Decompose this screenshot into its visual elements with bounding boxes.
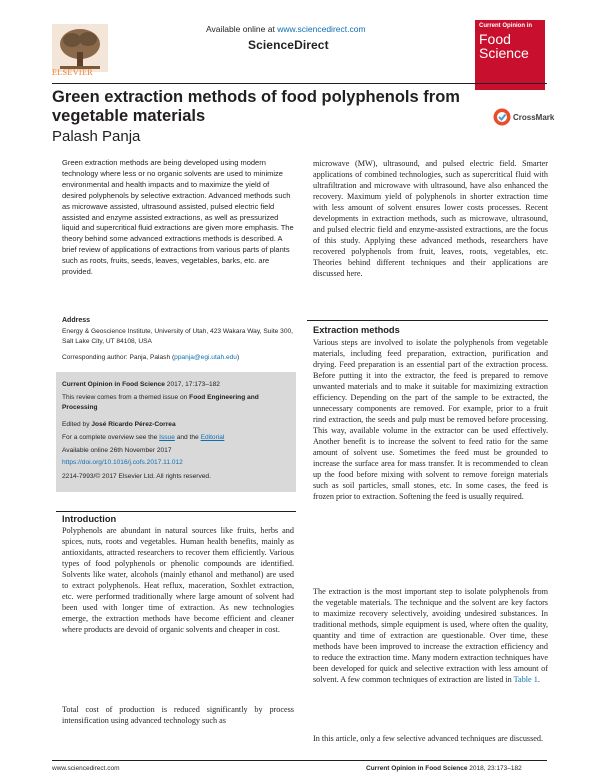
- overview-prefix: For a complete overview see the: [62, 434, 160, 441]
- cover-title: Food Science: [479, 31, 529, 61]
- table-1-link[interactable]: Table 1: [513, 675, 538, 684]
- article-author: Palash Panja: [52, 128, 141, 145]
- footer-journal: Current Opinion in Food Science: [366, 765, 468, 772]
- author-email-link[interactable]: ppanja@egi.utah.edu: [174, 354, 237, 361]
- cover-subtitle: Current Opinion in: [479, 23, 532, 29]
- crossmark-badge[interactable]: [493, 108, 553, 128]
- doi-link[interactable]: https://doi.org/10.1016/j.cofs.2017.11.012: [62, 459, 183, 466]
- editor-name: José Ricardo Pérez-Correa: [91, 421, 176, 428]
- extraction-paragraph-1: Various steps are involved to isolate the polyphenols from vegetable materials, including feed preparation, extraction, purification and drying. Feed preparation is an essential part of the extraction process. Before putting it into the extractor, the feed is prepared to remove unwanted materials and to make it suitable for maximizing extraction efficiency. Depending on the part of the sample to be extracted, the unnecessary components are removed. For example, prior to a fruit rind extraction, the seeds and pulp must be removed before processing. This way, available volume in the extractor can be used effectively. Another benefit is to increase the solvent to feed ratio for the same amount of solvent use. Sometimes the feed must be grounded to increase the surface area for mass transfer. It is recommended to clean up the food before mixing with solvent to remove foreign materials such as soil particles, small stones, etc. In some cases, the feed is frozen prior to extraction. Softening the feed is usually required.: [313, 338, 548, 501]
- address-text: Energy & Geoscience Institute, University of Utah, 423 Wakara Way, Suite 300, Salt Lake City, UT 84108, USA: [62, 328, 294, 345]
- journal-cover: [475, 20, 545, 90]
- corresp-prefix: Corresponding author: Panja, Palash (: [62, 354, 175, 361]
- available-prefix: Available online at: [206, 24, 278, 34]
- extraction-divider: [307, 320, 548, 321]
- address-heading: Address: [62, 317, 91, 324]
- introduction-paragraph-1: Polyphenols are abundant in natural sources like fruits, herbs and spices, nuts, roots and vegetables. Human health benefits, mainly as antioxidants, attracted researchers to recover them efficiently. Various types of food polyphenols or phenolic compounds are identified. Solvents like water, alcohols (mainly ethanol and methanol) are used to extract polyphenols. Heat reflux, maceration, Soxhlet extraction, etc. were performed traditionally where large amount of solvent had been used with longer time of extraction. As new technologies emerge, the extraction methods have become efficient and cleaner where products are devoid of organic solvents and cheaper in cost.: [62, 526, 294, 634]
- info-citation: [62, 380, 220, 390]
- overview-and: and the: [174, 434, 201, 441]
- editorial-link[interactable]: Editorial: [200, 434, 225, 441]
- footer-citation-detail: 2018, 23:173–182: [467, 765, 522, 772]
- footer-citation: [366, 765, 522, 772]
- info-editor: [62, 420, 176, 430]
- issue-link[interactable]: Issue: [159, 434, 175, 441]
- info-available-date: Available online 26th November 2017: [62, 447, 172, 454]
- crossmark-icon: [493, 108, 511, 126]
- header-divider: [52, 83, 547, 84]
- info-copyright: 2214-7993/© 2017 Elsevier Ltd. All rights reserved.: [62, 473, 211, 480]
- extraction-methods-heading: Extraction methods: [313, 325, 400, 335]
- corresponding-author: [62, 353, 294, 363]
- info-citation-detail: 2017, 17:173–182: [164, 381, 220, 388]
- elsevier-wordmark: ELSEVIER: [52, 68, 93, 77]
- info-overview: [62, 433, 224, 443]
- info-theme: [62, 393, 292, 412]
- theme-prefix: This review comes from a themed issue on: [62, 394, 190, 401]
- article-title: Green extraction methods of food polyphenols from vegetable materials: [52, 88, 460, 125]
- theme-title: Food Engineering and Processing: [62, 394, 259, 411]
- intro-continued-paragraph: microwave (MW), ultrasound, and pulsed electric field. Smarter applications of combined technologies, such as supercritical fluid with ultrafiltration and microwave with ultrasound, have also enhanced the recovery. Maximum yield of polyphenols in shorter extraction time with less amount of solvent ensures lower costs processes. Recent developments in extraction methods, such as microwave, ultrasound, and pulsed electric field and enzyme-assisted extractions, are the focus of this study. Applying these advanced methods, researchers have recovered polyphenols from fruit, leaves, roots, vegetables, etc. Theories behind different techniques and their applications are discussed here.: [313, 159, 548, 278]
- availability-line: [206, 24, 366, 34]
- extraction-paragraph-3: In this article, only a few selective advanced techniques are discussed.: [313, 734, 544, 743]
- crossmark-label: CrossMark: [513, 113, 555, 122]
- introduction-paragraph-2: Total cost of production is reduced significantly by process intensification using advanced technology such as: [62, 705, 294, 725]
- abstract: Green extraction methods are being developed using modern technology where less or no organic solvents are used to minimize environmental and health impacts and to maximize the yield of desired polyphenols by selective extraction. Advanced methods such as microwave assisted, ultrasound assisted, pulsed electric field assisted and enzyme assisted extractions, as well as pressurized liquid and supercritical fluid extractions are given more emphasis. The theory behind some advanced extractions methods is described. A brief review of applications of extractions from various parts of plants such as roots, fruits, seeds, leaves, vegetables, barks, etc. are provided.: [62, 158, 294, 277]
- introduction-heading: Introduction: [62, 514, 117, 524]
- extraction-paragraph-2: [313, 586, 548, 685]
- footer-url[interactable]: www.sciencedirect.com: [52, 765, 120, 772]
- intro-divider: [56, 511, 296, 512]
- extraction-p2-text: The extraction is the most important step to isolate polyphenols from the vegetable materials. The technique and the solvent are key factors to maximize recovery selectively, avoiding undesired substances. In traditional methods, simple equipment is used, where often the quality, quantity and time of extraction are questionable. Over time, these methods have been improved to increase the extraction efficiency and to reduce the extraction time. Many modern extraction techniques have been developed for quick and selective extraction with less amount of solvent. A few common techniques of extraction are listed in: [313, 587, 548, 684]
- corresp-suffix: ): [236, 354, 240, 361]
- edited-prefix: Edited by: [62, 421, 92, 428]
- extraction-p2-end: .: [537, 675, 540, 684]
- footer-divider: [52, 760, 547, 761]
- sciencedirect-brand: ScienceDirect: [248, 38, 329, 52]
- sciencedirect-link[interactable]: www.sciencedirect.com: [277, 24, 366, 34]
- info-journal-name: Current Opinion in Food Science: [62, 381, 165, 388]
